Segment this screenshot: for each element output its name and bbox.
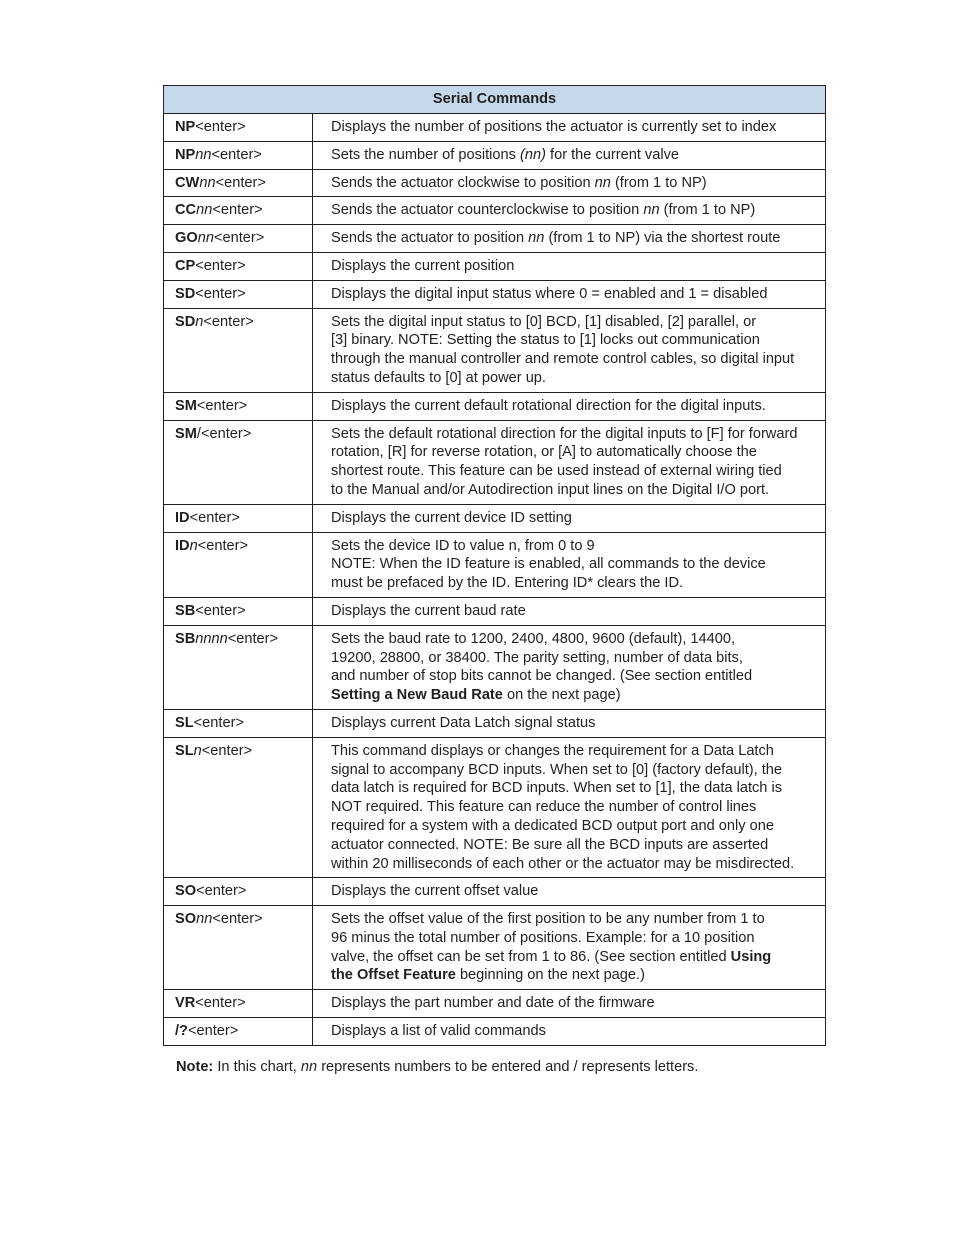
command-cell xyxy=(164,709,313,737)
command-code: VR xyxy=(175,995,196,1012)
description-line: Sets the number of positions (nn) for the current valve xyxy=(331,146,679,163)
description-cell xyxy=(313,114,826,142)
command-code: ID xyxy=(175,509,190,526)
command-argument: nn xyxy=(199,174,216,191)
table-row xyxy=(164,308,826,392)
description-cell xyxy=(313,308,826,392)
description-line: Displays the current offset value xyxy=(331,883,539,900)
description-line: through the manual controller and remote control cables, so digital input xyxy=(331,351,795,368)
command-code: SO xyxy=(175,883,197,900)
table-row xyxy=(164,737,826,878)
command-code: SD xyxy=(175,313,196,330)
table-row xyxy=(164,252,826,280)
command-cell xyxy=(164,737,313,878)
description-line: Displays current Data Latch signal status xyxy=(331,714,596,731)
description-line: 19200, 28800, or 38400. The parity setting, number of data bits, xyxy=(331,649,743,666)
table-row xyxy=(164,990,826,1018)
table-row xyxy=(164,906,826,990)
description-line: required for a system with a dedicated BCD output port and only one xyxy=(331,817,774,834)
description-line: [3] binary. NOTE: Setting the status to [1] locks out communication xyxy=(331,332,760,349)
description-line: within 20 milliseconds of each other or the actuator may be misdirected. xyxy=(331,855,795,872)
command-argument: nn xyxy=(196,911,213,928)
description-line: Sets the offset value of the first position to be any number from 1 to xyxy=(331,911,765,928)
description-cell xyxy=(313,197,826,225)
description-line: Displays the digital input status where 0 = enabled and 1 = disabled xyxy=(331,285,768,302)
description-line: Setting a New Baud Rate on the next page) xyxy=(331,687,621,704)
command-suffix: <enter> xyxy=(193,714,244,731)
description-cell xyxy=(313,420,826,504)
command-suffix: <enter> xyxy=(213,230,265,247)
command-suffix: <enter> xyxy=(196,397,248,414)
command-suffix: <enter> xyxy=(187,1023,239,1040)
footnote-italic-term: nn xyxy=(300,1059,318,1075)
command-cell xyxy=(164,625,313,709)
table-row xyxy=(164,392,826,420)
command-suffix: <enter> xyxy=(196,883,247,900)
description-line: actuator connected. NOTE: Be sure all the BCD inputs are asserted xyxy=(331,836,769,853)
table-body xyxy=(164,114,826,1046)
description-line: valve, the offset can be set from 1 to 86. (See section entitled Using xyxy=(331,948,772,965)
command-argument: n xyxy=(195,313,204,330)
command-suffix: <enter> xyxy=(212,202,263,219)
command-cell xyxy=(164,280,313,308)
command-code: SD xyxy=(175,285,196,302)
command-suffix: <enter> xyxy=(212,911,263,928)
command-code: SO xyxy=(175,911,197,928)
command-cell xyxy=(164,141,313,169)
command-code: CP xyxy=(175,257,196,274)
description-cell xyxy=(313,169,826,197)
description-cell xyxy=(313,990,826,1018)
command-code: SL xyxy=(175,742,194,759)
command-suffix: <enter> xyxy=(195,257,246,274)
command-cell xyxy=(164,504,313,532)
description-line: to the Manual and/or Autodirection input lines on the Digital I/O port. xyxy=(331,481,770,498)
table-row xyxy=(164,625,826,709)
description-line: status defaults to [0] at power up. xyxy=(331,369,546,386)
table-row xyxy=(164,878,826,906)
description-cell xyxy=(313,532,826,597)
description-cell xyxy=(313,906,826,990)
description-line: NOTE: When the ID feature is enabled, all commands to the device xyxy=(331,556,766,573)
footnote-text-before: In this chart, xyxy=(213,1059,301,1075)
description-line: must be prefaced by the ID. Entering ID* clears the ID. xyxy=(331,575,684,592)
command-cell xyxy=(164,990,313,1018)
command-argument: n xyxy=(189,537,198,554)
command-suffix: <enter> xyxy=(189,509,240,526)
command-suffix: <enter> xyxy=(227,630,279,647)
description-line: shortest route. This feature can be used instead of external wiring tied xyxy=(331,463,782,480)
command-argument: nn xyxy=(197,230,214,247)
command-cell xyxy=(164,114,313,142)
command-code: SM xyxy=(175,425,197,442)
footnote-text-after: represents numbers to be entered and / represents letters. xyxy=(317,1059,699,1075)
table-row xyxy=(164,709,826,737)
table-row xyxy=(164,114,826,142)
command-cell xyxy=(164,308,313,392)
table-row xyxy=(164,1018,826,1046)
command-cell xyxy=(164,169,313,197)
command-suffix: <enter> xyxy=(195,285,246,302)
command-code: CW xyxy=(175,174,200,191)
description-cell xyxy=(313,737,826,878)
command-cell xyxy=(164,597,313,625)
table-title: Serial Commands xyxy=(164,86,826,114)
table-row xyxy=(164,504,826,532)
command-suffix: <enter> xyxy=(215,174,266,191)
description-cell xyxy=(313,878,826,906)
description-cell xyxy=(313,504,826,532)
description-cell xyxy=(313,392,826,420)
serial-commands-table xyxy=(163,85,826,1046)
description-cell xyxy=(313,597,826,625)
command-cell xyxy=(164,420,313,504)
footnote xyxy=(176,1058,698,1077)
description-line: 96 minus the total number of positions. Example: for a 10 position xyxy=(331,929,755,946)
command-code: NP xyxy=(175,119,196,135)
command-suffix: <enter> xyxy=(211,146,262,163)
table-header-row xyxy=(164,86,826,114)
description-cell xyxy=(313,280,826,308)
description-line: Sends the actuator to position nn (from 1 to NP) via the shortest route xyxy=(331,230,781,247)
command-code: NP xyxy=(175,146,196,163)
description-cell xyxy=(313,225,826,253)
command-cell xyxy=(164,252,313,280)
command-argument: nnnn xyxy=(195,630,228,647)
description-line: Sets the device ID to value n, from 0 to 9 xyxy=(331,537,595,554)
command-cell xyxy=(164,1018,313,1046)
description-cell xyxy=(313,252,826,280)
command-code: SM xyxy=(175,397,197,414)
description-line: Sets the baud rate to 1200, 2400, 4800, 9600 (default), 14400, xyxy=(331,630,736,647)
description-line: Displays the current position xyxy=(331,257,515,274)
description-line: Displays the current device ID setting xyxy=(331,509,572,526)
description-line: Displays a list of valid commands xyxy=(331,1023,546,1040)
table-row xyxy=(164,280,826,308)
description-cell xyxy=(313,709,826,737)
description-line: rotation, [R] for reverse rotation, or [A] to automatically choose the xyxy=(331,444,757,461)
command-cell xyxy=(164,532,313,597)
description-cell xyxy=(313,141,826,169)
description-line: data latch is required for BCD inputs. When set to [1], the data latch is xyxy=(331,780,783,797)
description-line: and number of stop bits cannot be changed. (See section entitled xyxy=(331,668,753,685)
description-line: Displays the current default rotational direction for the digital inputs. xyxy=(331,397,766,414)
command-cell xyxy=(164,225,313,253)
table-row xyxy=(164,532,826,597)
command-code: /? xyxy=(175,1023,188,1040)
table-row xyxy=(164,420,826,504)
description-line: signal to accompany BCD inputs. When set to [0] (factory default), the xyxy=(331,761,783,778)
command-cell xyxy=(164,878,313,906)
command-suffix: /<enter> xyxy=(196,425,252,442)
command-argument: n xyxy=(193,742,202,759)
description-line: Displays the number of positions the actuator is currently set to index xyxy=(331,119,777,135)
description-line: Displays the current baud rate xyxy=(331,602,526,619)
command-suffix: <enter> xyxy=(197,537,249,554)
command-cell xyxy=(164,906,313,990)
description-line: Sends the actuator counterclockwise to position nn (from 1 to NP) xyxy=(331,202,756,219)
command-argument: nn xyxy=(195,146,212,163)
command-cell xyxy=(164,392,313,420)
command-code: SL xyxy=(175,714,194,731)
description-line: Sends the actuator clockwise to position nn (from 1 to NP) xyxy=(331,174,707,191)
description-cell xyxy=(313,625,826,709)
command-suffix: <enter> xyxy=(201,742,253,759)
description-line: Sets the digital input status to [0] BCD, [1] disabled, [2] parallel, or xyxy=(331,313,757,330)
command-suffix: <enter> xyxy=(195,602,246,619)
command-code: CC xyxy=(175,202,197,219)
description-line: This command displays or changes the requirement for a Data Latch xyxy=(331,742,774,759)
command-code: SB xyxy=(175,602,196,619)
command-cell xyxy=(164,197,313,225)
command-code: GO xyxy=(175,230,198,247)
command-suffix: <enter> xyxy=(203,313,254,330)
table-row xyxy=(164,197,826,225)
description-line: the Offset Feature beginning on the next page.) xyxy=(331,967,645,984)
command-argument: nn xyxy=(196,202,213,219)
footnote-label: Note: xyxy=(176,1059,214,1075)
command-code: SB xyxy=(175,630,196,647)
command-suffix: <enter> xyxy=(195,119,246,135)
table-row xyxy=(164,169,826,197)
command-code: ID xyxy=(175,537,190,554)
table-row xyxy=(164,597,826,625)
description-line: NOT required. This feature can reduce the number of control lines xyxy=(331,799,757,816)
command-suffix: <enter> xyxy=(195,995,246,1012)
description-cell xyxy=(313,1018,826,1046)
description-line: Displays the part number and date of the firmware xyxy=(331,995,655,1012)
table-row xyxy=(164,141,826,169)
table-row xyxy=(164,225,826,253)
description-line: Sets the default rotational direction for the digital inputs to [F] for forward xyxy=(331,425,798,442)
